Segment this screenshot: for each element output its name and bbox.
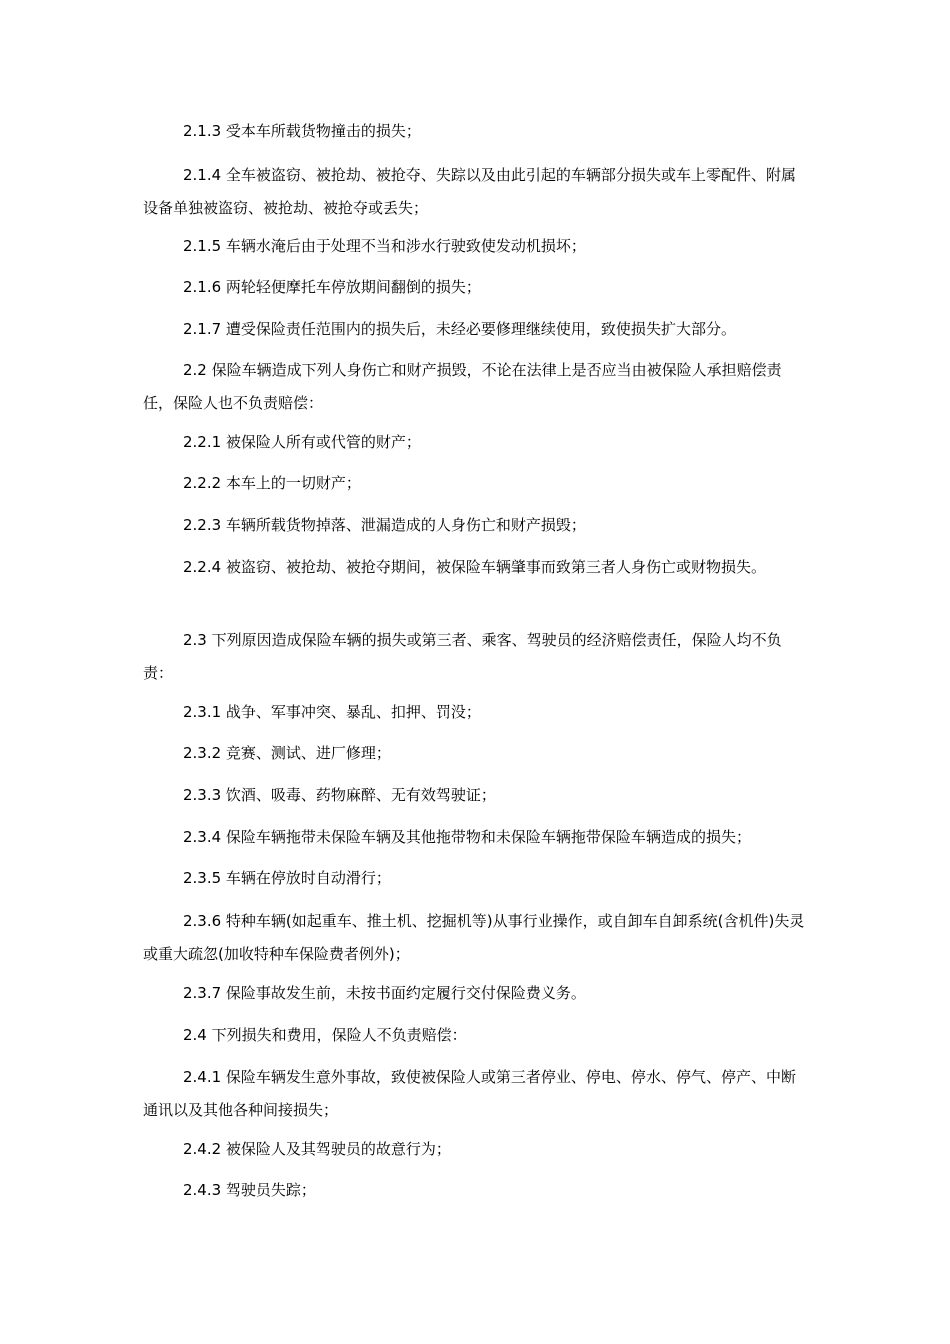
paragraph-2-2: 2.2 保险车辆造成下列人身伤亡和财产损毁，不论在法律上是否应当由被保险人承担赔偿责任，保险人也不负责赔偿： (143, 361, 782, 412)
paragraph-2-3-7: 2.3.7 保险事故发生前，未按书面约定履行交付保险费义务。 (183, 984, 586, 1002)
paragraph-2-1-5: 2.1.5 车辆水淹后由于处理不当和涉水行驶致使发动机损坏； (183, 237, 586, 255)
paragraph-2-3-6: 2.3.6 特种车辆(如起重车、推土机、挖掘机等)从事行业操作，或自卸车自卸系统(含机件)失灵或重大疏忽(加收特种车保险费者例外)； (143, 912, 805, 963)
paragraph-2-3-2: 2.3.2 竞赛、测试、进厂修理； (183, 744, 391, 762)
paragraph-2-4-3: 2.4.3 驾驶员失踪； (183, 1181, 316, 1199)
paragraph-2-2-1: 2.2.1 被保险人所有或代管的财产； (183, 433, 421, 451)
paragraph-2-4: 2.4 下列损失和费用，保险人不负责赔偿： (183, 1026, 467, 1044)
paragraph-2-3-5: 2.3.5 车辆在停放时自动滑行； (183, 869, 391, 887)
paragraph-2-2-2: 2.2.2 本车上的一切财产； (183, 474, 361, 492)
paragraph-2-1-4: 2.1.4 全车被盗窃、被抢劫、被抢夺、失踪以及由此引起的车辆部分损失或车上零配件、附属设备单独被盗窃、被抢劫、被抢夺或丢失； (143, 166, 796, 217)
paragraph-2-4-1: 2.4.1 保险车辆发生意外事故，致使被保险人或第三者停业、停电、停水、停气、停产、中断通讯以及其他各种间接损失； (143, 1068, 796, 1119)
paragraph-2-4-2: 2.4.2 被保险人及其驾驶员的故意行为； (183, 1140, 451, 1158)
paragraph-2-2-3: 2.2.3 车辆所载货物掉落、泄漏造成的人身伤亡和财产损毁； (183, 516, 586, 534)
paragraph-2-3-3: 2.3.3 饮酒、吸毒、药物麻醉、无有效驾驶证； (183, 786, 496, 804)
paragraph-2-2-4: 2.2.4 被盗窃、被抢劫、被抢夺期间，被保险车辆肇事而致第三者人身伤亡或财物损失。 (183, 558, 766, 576)
paragraph-2-3: 2.3 下列原因造成保险车辆的损失或第三者、乘客、驾驶员的经济赔偿责任，保险人均不负责： (143, 631, 782, 682)
paragraph-2-1-6: 2.1.6 两轮轻便摩托车停放期间翻倒的损失； (183, 278, 481, 296)
paragraph-2-3-4: 2.3.4 保险车辆拖带未保险车辆及其他拖带物和未保险车辆拖带保险车辆造成的损失； (183, 828, 751, 846)
paragraph-2-1-7: 2.1.7 遭受保险责任范围内的损失后，未经必要修理继续使用，致使损失扩大部分。 (183, 320, 736, 338)
paragraph-2-3-1: 2.3.1 战争、军事冲突、暴乱、扣押、罚没； (183, 703, 481, 721)
paragraph-2-1-3: 2.1.3 受本车所载货物撞击的损失； (183, 122, 421, 140)
